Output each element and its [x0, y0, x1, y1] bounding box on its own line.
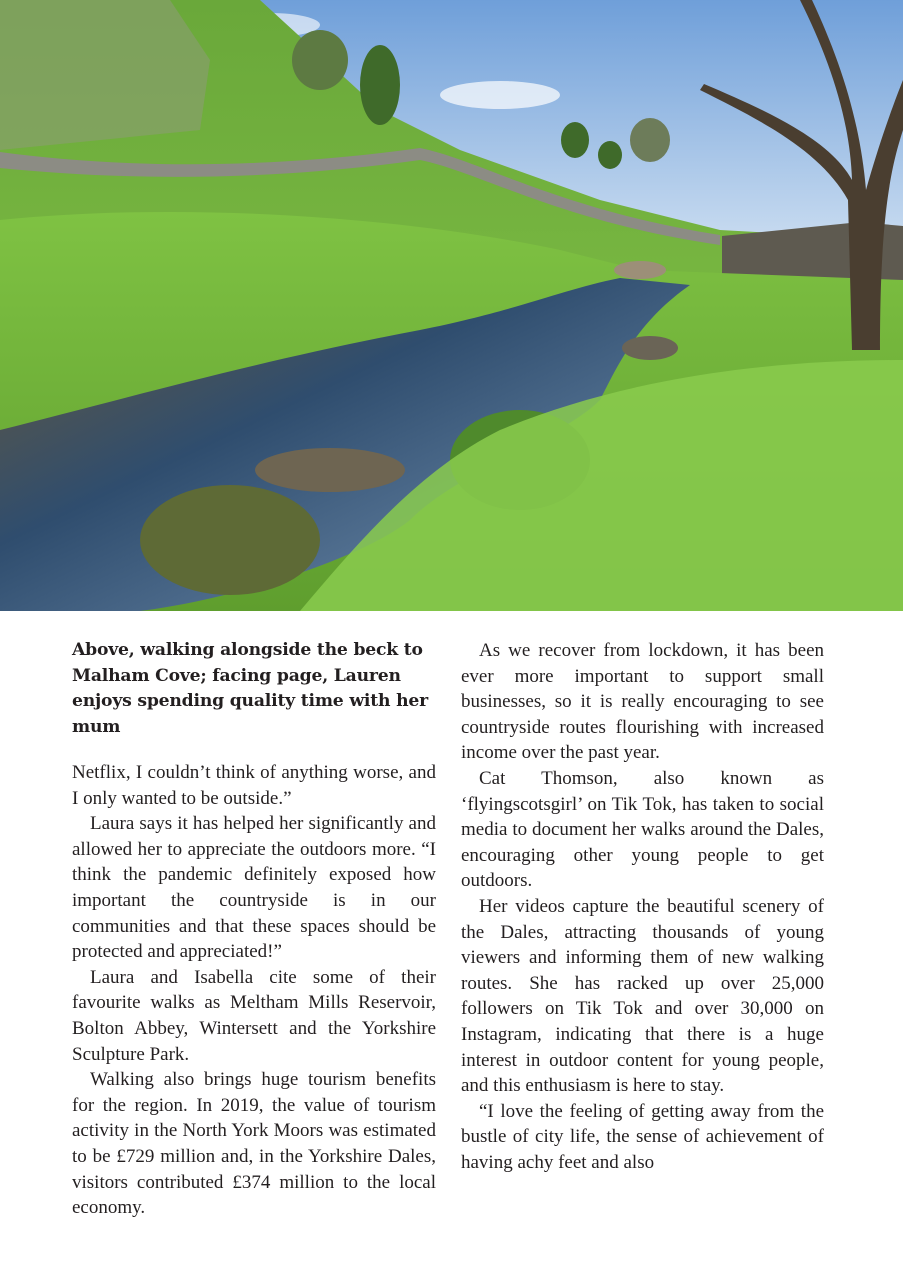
- body-paragraph: Her videos capture the beautiful scenery of the Dales, attracting thousands of young viewers and informing them of new walking routes. She has racked up over 25,000 followers on Tik Tok and over 30,000 on Instagram, indicating that there is a huge interest in outdoor content for young people, and this enthusiasm is here to stay.: [461, 895, 824, 1097]
- right-column: [461, 638, 824, 1175]
- body-paragraph: Walking also brings huge tourism benefits for the region. In 2019, the value of tourism activity in the North York Moors was estimated to be £729 million and, in the Yorkshire Dales, visitors contributed £374 million to the local economy.: [72, 1069, 436, 1219]
- body-paragraph: “I love the feeling of getting away from the bustle of city life, the sense of achievement of having achy feet and also: [461, 1100, 824, 1173]
- left-column: [72, 638, 436, 1221]
- body-paragraph: As we recover from lockdown, it has been ever more important to support small businesses, so it is really encouraging to see countryside routes flourishing with increased income over the past year.: [461, 640, 824, 764]
- photo-caption: Above, walking alongside the beck to Malham Cove; facing page, Lauren enjoys spending quality time with her mum: [72, 640, 428, 737]
- landscape-photo-icon: [0, 0, 903, 611]
- body-paragraph: Laura and Isabella cite some of their favourite walks as Meltham Mills Reservoir, Bolton Abbey, Wintersett and the Yorkshire Sculpture Park.: [72, 966, 436, 1065]
- body-paragraph: Netflix, I couldn’t think of anything worse, and I only wanted to be outside.”: [72, 762, 436, 809]
- landscape-photo: [0, 0, 903, 611]
- body-paragraph: Laura says it has helped her significantly and allowed her to appreciate the outdoors more. “I think the pandemic definitely exposed how important the countryside is in our communities and that these spaces should be protected and appreciated!”: [72, 813, 436, 963]
- body-paragraph: Cat Thomson, also known as ‘flyingscotsgirl’ on Tik Tok, has taken to social media to document her walks around the Dales, encouraging other young people to get outdoors.: [461, 767, 824, 892]
